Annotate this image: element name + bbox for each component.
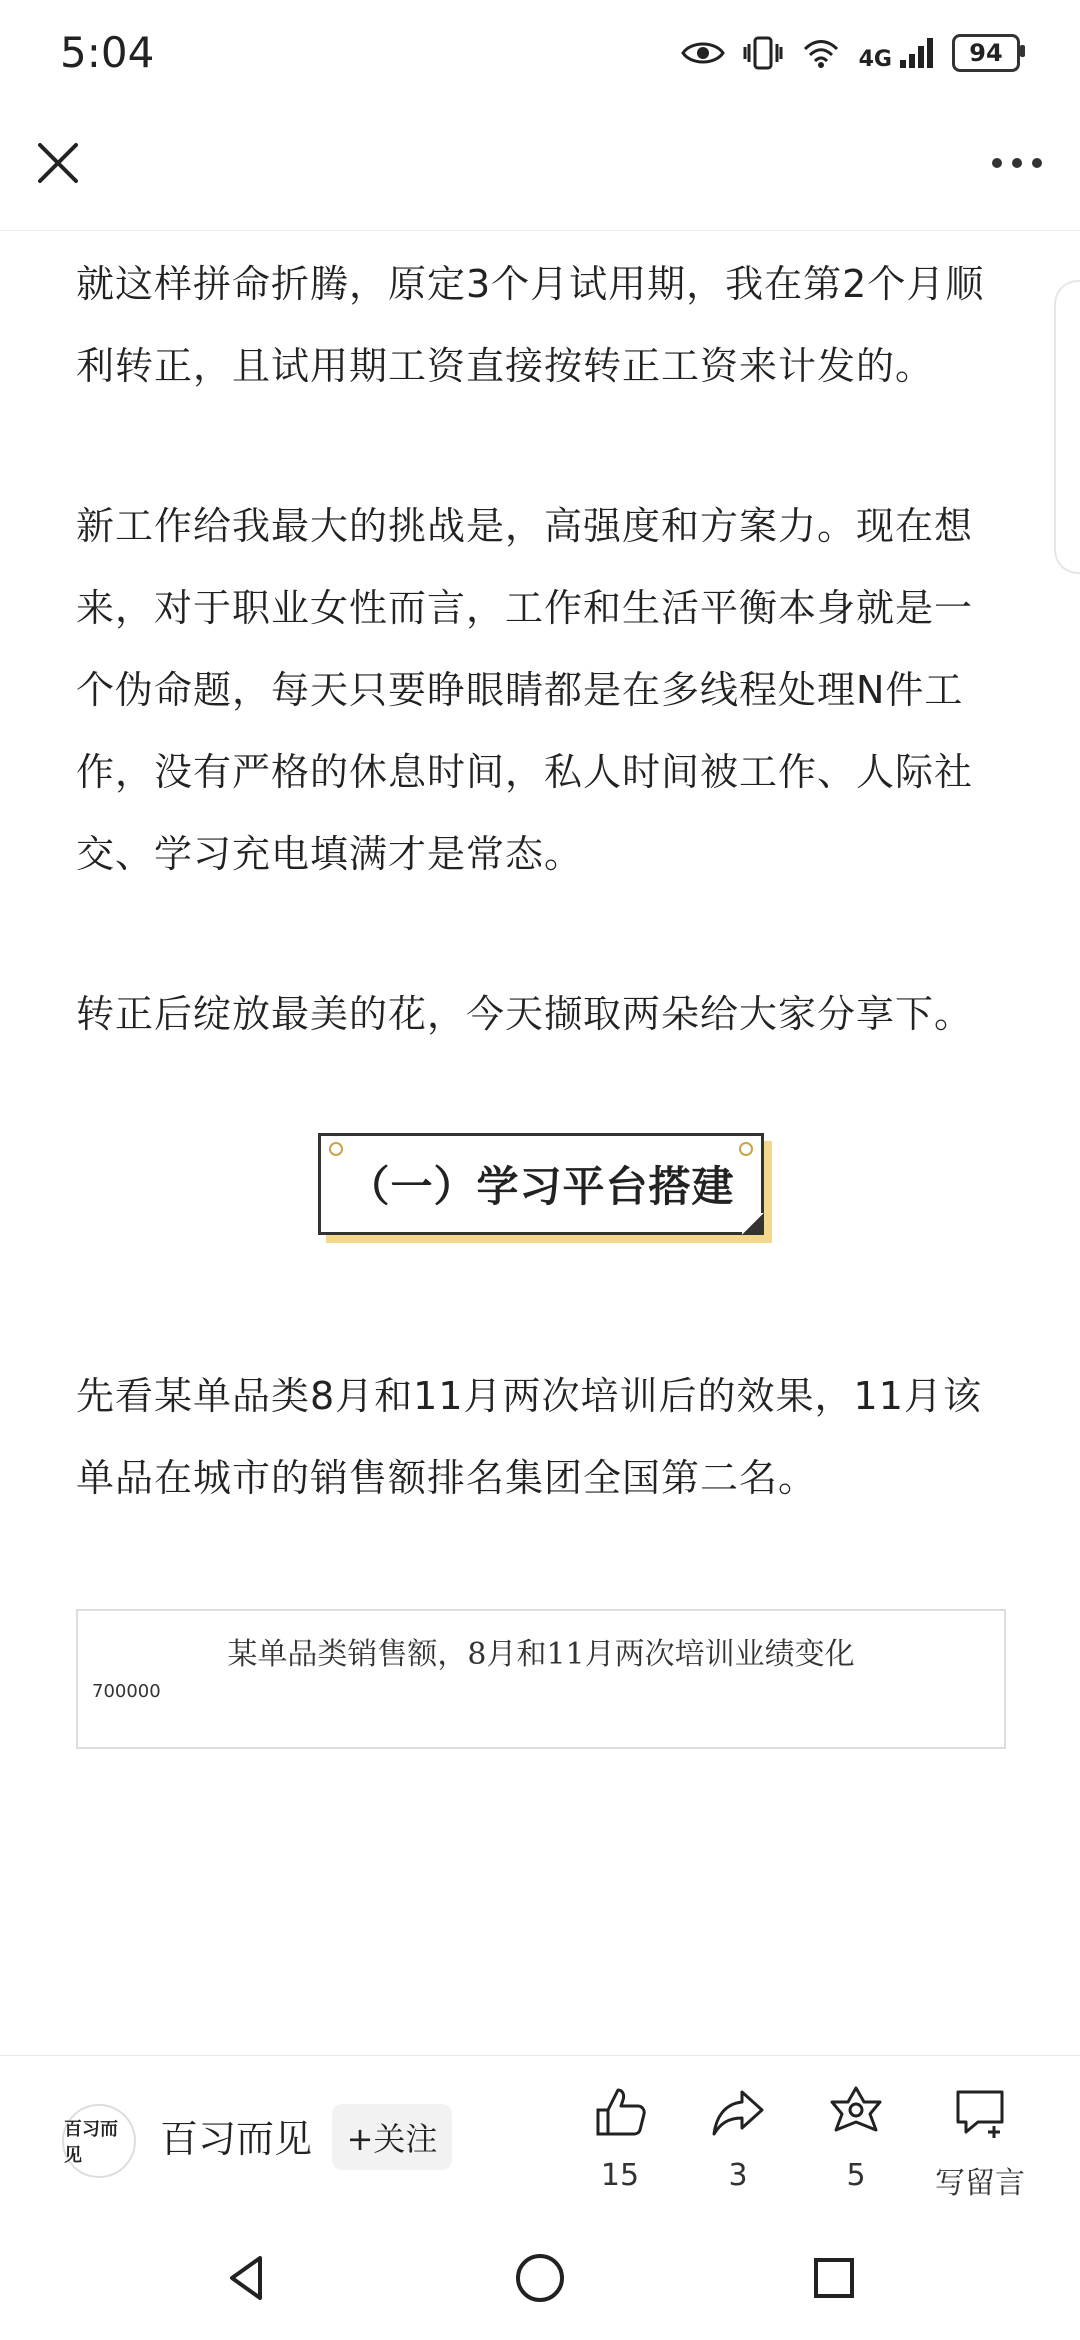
comment-icon	[950, 2082, 1010, 2142]
chart-preview	[76, 1609, 1006, 1749]
eye-icon	[681, 38, 725, 68]
like-button[interactable]	[565, 2082, 675, 2193]
section-heading-card	[318, 1133, 763, 1235]
pin-icon	[739, 1142, 753, 1156]
comment-button[interactable]	[920, 2082, 1040, 2202]
battery-level: 94	[969, 38, 1003, 67]
back-icon	[214, 2246, 278, 2310]
section-heading-wrap	[76, 1133, 1006, 1235]
share-icon	[708, 2082, 768, 2142]
bottom-action-bar	[0, 2055, 1080, 2216]
side-handle[interactable]	[1054, 280, 1080, 574]
star-icon	[826, 2082, 886, 2142]
home-icon	[508, 2246, 572, 2310]
star-count: 5	[846, 2158, 866, 2193]
article-paragraph: 就这样拼命折腾，原定3个月试用期，我在第2个月顺利转正，且试用期工资直接按转正工资来计发的。	[76, 262, 985, 388]
chart-title: 某单品类销售额，8月和11月两次培训业绩变化	[227, 1637, 855, 1672]
article-paragraph: 新工作给我最大的挑战是，高强度和方案力。现在想来，对于职业女性而言，工作和生活平衡本身就是一个伪命题，每天只要睁眼睛都是在多线程处理N件工作，没有严格的休息时间，私人时间被工作、人际社交、学习充电填满才是常态。	[76, 504, 974, 876]
article-content	[76, 235, 1006, 2055]
close-icon	[28, 133, 88, 193]
share-button[interactable]	[683, 2082, 793, 2193]
avatar[interactable]	[62, 2104, 136, 2178]
back-button[interactable]	[214, 2246, 278, 2310]
article-paragraph: 转正后绽放最美的花，今天撷取两朵给大家分享下。	[76, 992, 974, 1036]
star-button[interactable]	[801, 2082, 911, 2193]
follow-button[interactable]: +关注	[332, 2104, 452, 2170]
section-heading: （一）学习平台搭建	[347, 1162, 735, 1211]
close-button[interactable]	[28, 133, 88, 193]
signal-icon	[898, 36, 934, 70]
share-count: 3	[728, 2158, 748, 2193]
pin-icon	[329, 1142, 343, 1156]
avatar-text: 百习而见	[64, 2119, 118, 2166]
chart-y-label: 700000	[92, 1681, 161, 1702]
recents-button[interactable]	[802, 2246, 866, 2310]
thumbs-up-icon	[590, 2082, 650, 2142]
status-bar	[0, 0, 1080, 105]
system-nav-bar	[0, 2215, 1080, 2340]
comment-label: 写留言	[935, 2166, 1025, 2201]
like-count: 15	[600, 2158, 640, 2193]
vibrate-icon	[743, 35, 783, 71]
page-fold-icon	[742, 1213, 764, 1235]
more-button[interactable]	[982, 133, 1052, 193]
battery-icon	[952, 34, 1020, 72]
status-icons	[681, 34, 1020, 72]
wifi-icon	[801, 37, 841, 69]
home-button[interactable]	[508, 2246, 572, 2310]
network-type: 4G	[858, 46, 892, 72]
account-name[interactable]: 百习而见	[160, 2117, 313, 2161]
article-paragraph: 先看某单品类8月和11月两次培训后的效果，11月该单品在城市的销售额排名集团全国第二名。	[76, 1374, 982, 1500]
recents-icon	[802, 2246, 866, 2310]
more-icon	[992, 158, 1002, 168]
status-time: 5:04	[60, 28, 155, 77]
top-bar	[0, 105, 1080, 231]
